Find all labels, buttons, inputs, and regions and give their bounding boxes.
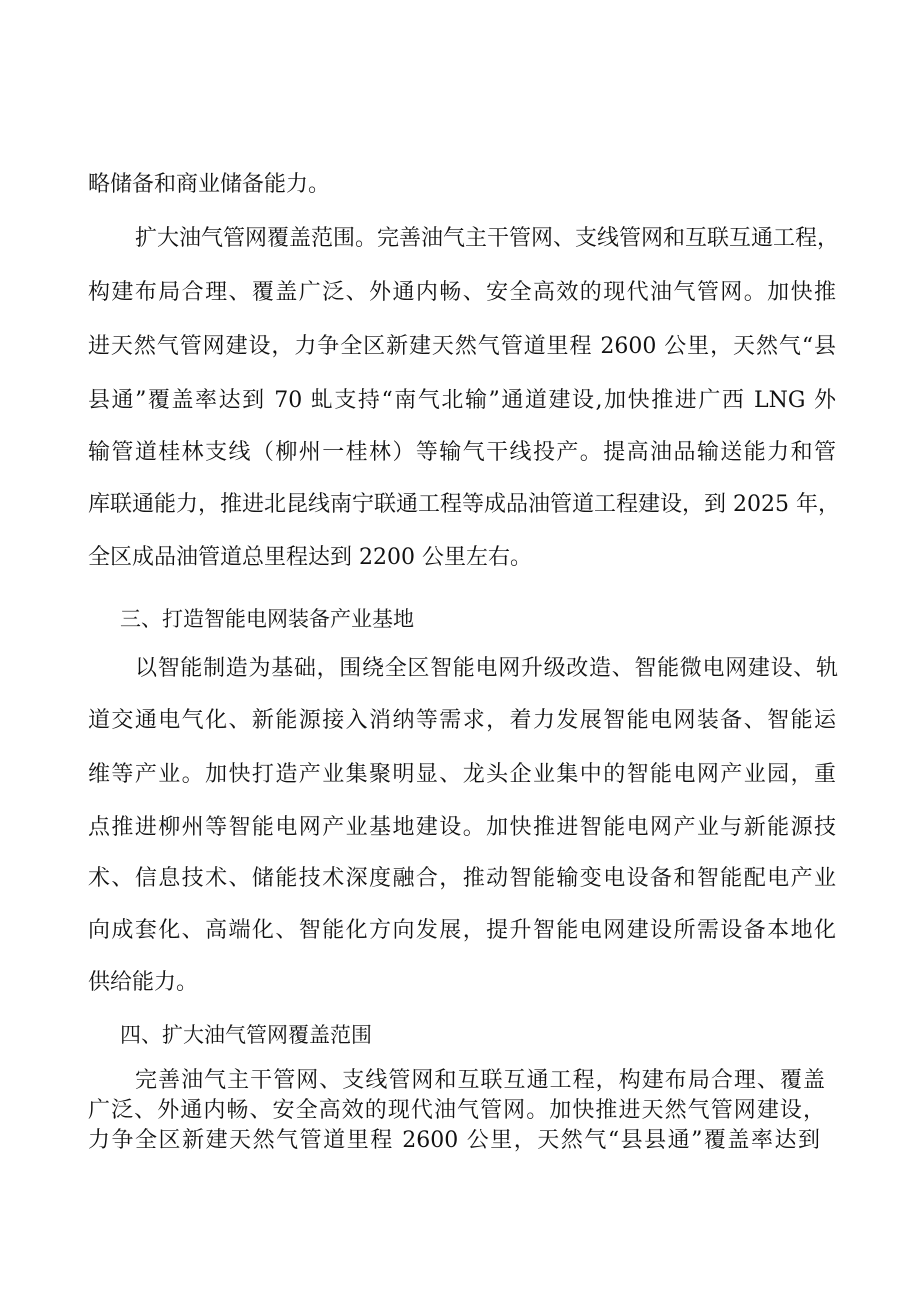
- paragraph-line: 完善油气主干管网、支线管网和互联互通工程，构建布局合理、覆盖: [135, 1068, 825, 1093]
- paragraph-line: 构建布局合理、覆盖广泛、外通内畅、安全高效的现代油气管网。加快推: [88, 280, 836, 305]
- paragraph-line: 县通”覆盖率达到 70 虬支持“南气北输”通道建设,加快推进广西 LNG 外: [88, 388, 836, 413]
- paragraph-line: 扩大油气管网覆盖范围。完善油气主干管网、支线管网和互联互通工程，: [135, 226, 840, 251]
- paragraph-line: 道交通电气化、新能源接入消纳等需求，着力发展智能电网装备、智能运: [88, 708, 836, 733]
- paragraph-line: 向成套化、高端化、智能化方向发展，提升智能电网建设所需设备本地化: [88, 918, 836, 943]
- paragraph-line: 输管道桂林支线（柳州一桂林）等输气干线投产。提高油品输送能力和管: [88, 440, 836, 465]
- paragraph-line: 以智能制造为基础，围绕全区智能电网升级改造、智能微电网建设、轨: [135, 656, 838, 681]
- paragraph-line: 供给能力。: [88, 970, 199, 995]
- paragraph-line: 术、信息技术、储能技术深度融合，推动智能输变电设备和智能配电产业: [88, 866, 836, 891]
- paragraph-line: 全区成品油管道总里程达到 2200 公里左右。: [88, 545, 532, 570]
- paragraph-line: 力争全区新建天然气管道里程 2600 公里，天然气“县县通”覆盖率达到: [88, 1128, 820, 1153]
- paragraph-line: 库联通能力，推进北昆线南宁联通工程等成品油管道工程建设，到 2025 年，: [88, 492, 840, 517]
- paragraph-line: 进天然气管网建设，力争全区新建天然气管道里程 2600 公里，天然气“县: [88, 334, 836, 359]
- paragraph-line: 广泛、外通内畅、安全高效的现代油气管网。加快推进天然气管网建设，: [88, 1098, 825, 1123]
- paragraph-line: 维等产业。加快打造产业集聚明显、龙头企业集中的智能电网产业园，重: [88, 762, 836, 787]
- paragraph-line: 略储备和商业储备能力。: [88, 172, 331, 197]
- section-heading: 四、扩大油气管网覆盖范围: [120, 1023, 372, 1047]
- paragraph-line: 点推进柳州等智能电网产业基地建设。加快推进智能电网产业与新能源技: [88, 815, 836, 840]
- section-heading: 三、打造智能电网装备产业基地: [120, 607, 414, 631]
